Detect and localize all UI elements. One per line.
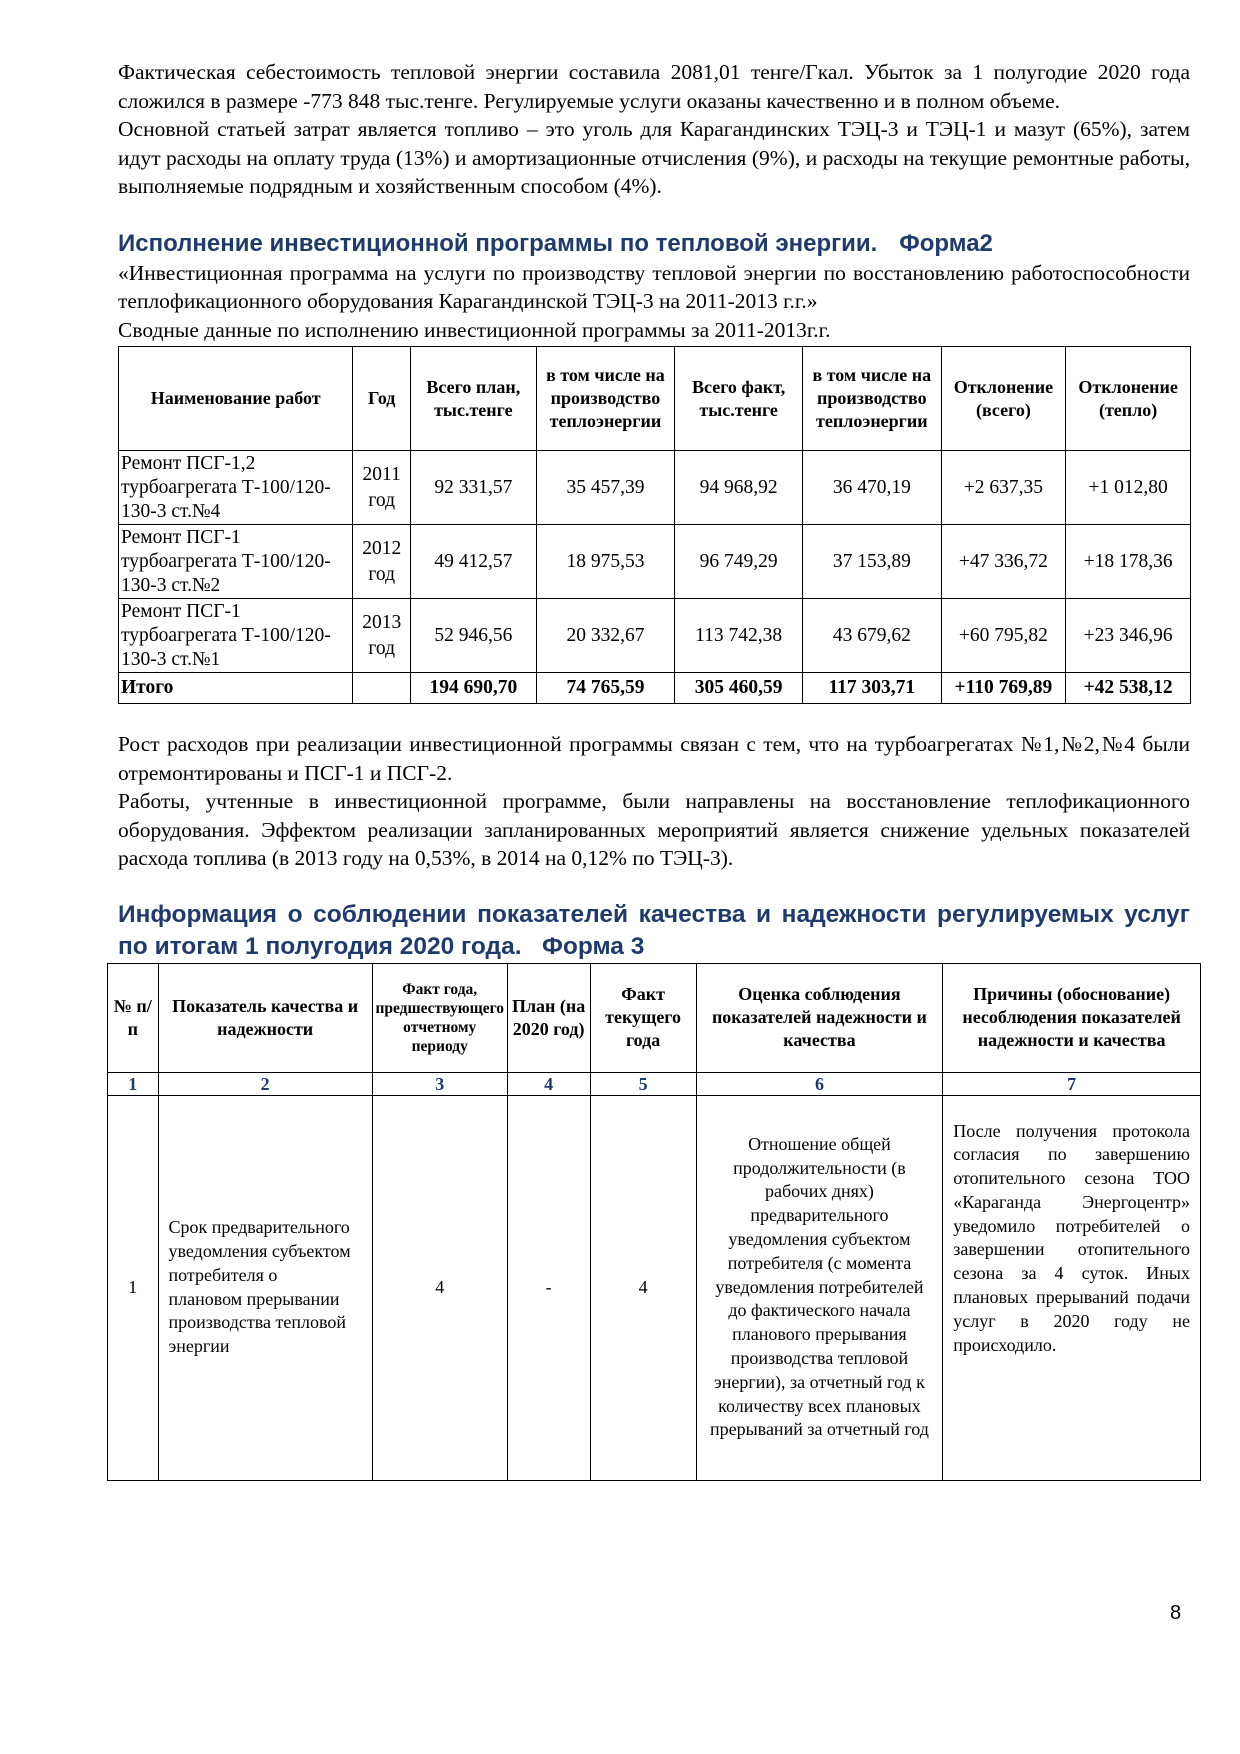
investment-table [118,346,1191,704]
header-prev-year-fact: Факт года, предшествующего отчетному периоду [372,963,507,1072]
header-plan-2020: План (на 2020 год) [507,963,590,1072]
intro-paragraph-1: Фактическая себестоимость тепловой энергии составила 2081,01 тенге/Гкал. Убыток за 1 полугодие 2020 года сложился в размере -773 848 тыс.тенге. Регулируемые услуги оказаны качественно и в полном объеме. [118,60,1190,113]
section-heading-quality-title: Информация о соблюдении показателей качества и надежности регулируемых услуг по итогам 1 полугодия 2020 года. [118,900,1190,960]
cell-deviation-heat: +23 346,96 [1066,599,1191,673]
cell-year: 2012 год [353,525,411,599]
cell-total-year [353,673,411,704]
cell-assessment: Отношение общей продолжительности (в рабочих днях) предварительного уведомления субъектом потребителя (с момента уведомления потребителей до фактического начала планового прерывания производства тепловой энергии), за отчетный год к количеству всех плановых прерываний за отчетный год [696,1095,943,1480]
cell-total-label: Итого [119,673,353,704]
header-year: Год [353,347,411,451]
column-number: 2 [158,1072,372,1095]
column-number: 5 [590,1072,696,1095]
cell-deviation: +47 336,72 [941,525,1066,599]
cell-fact-heat: 36 470,19 [803,451,942,525]
cell-fact: 113 742,38 [675,599,803,673]
header-plan-heat: в том числе на производство теплоэнергии [536,347,675,451]
table-row [108,1095,1201,1480]
header-deviation-heat: Отклонение (тепло) [1066,347,1191,451]
table-row [119,451,1191,525]
header-deviation-total: Отклонение (всего) [941,347,1066,451]
cell-fact-heat: 43 679,62 [803,599,942,673]
section-heading-investment [118,229,1190,259]
cell-fact: 96 749,29 [675,525,803,599]
header-fact-total: Всего факт, тыс.тенге [675,347,803,451]
header-work-name: Наименование работ [119,347,353,451]
section-heading-quality [118,899,1190,963]
cell-row-number: 1 [108,1095,159,1480]
investment-program-paragraph: «Инвестиционная программа на услуги по производству тепловой энергии по восстановлению работоспособности теплофикационного оборудования Карагандинской ТЭЦ-3 на 2011-2013 г.г.» [118,260,1190,313]
investment-summary-caption: Сводные данные по исполнению инвестиционной программы за 2011-2013г.г. [118,317,831,342]
header-reasons: Причины (обоснование) несоблюдения показателей надежности и качества [943,963,1201,1072]
cell-deviation: +2 637,35 [941,451,1066,525]
column-number: 7 [943,1072,1201,1095]
table-row [119,525,1191,599]
cell-work-name: Ремонт ПСГ-1 турбоагрегата Т-100/120-130-3 ст.№2 [119,525,353,599]
cell-indicator: Срок предварительного уведомления субъектом потребителя о плановом прерывании производства тепловой энергии [158,1095,372,1480]
cell-total-fact-heat: 117 303,71 [803,673,942,704]
cell-total-plan: 194 690,70 [410,673,536,704]
header-current-fact: Факт текущего года [590,963,696,1072]
cell-reasons: После получения протокола согласия по завершению отопительного сезона ТОО «Караганда Энергоцентр» уведомило потребителей о завершении отопительного сезона за 4 суток. Иных плановых прерываний подачи услуг в 2020 году не происходило. [943,1095,1201,1480]
document-page [113,58,1190,1440]
cell-work-name: Ремонт ПСГ-1 турбоагрегата Т-100/120-130-3 ст.№1 [119,599,353,673]
table-header-row [108,963,1201,1072]
page-number: 8 [1170,1602,1182,1624]
cell-deviation-heat: +1 012,80 [1066,451,1191,525]
cell-current-fact: 4 [590,1095,696,1480]
cell-plan-heat: 20 332,67 [536,599,675,673]
section-heading-investment-title: Исполнение инвестиционной программы по тепловой энергии. [118,229,878,257]
table-row [119,599,1191,673]
cell-prev-year-fact: 4 [372,1095,507,1480]
column-number: 4 [507,1072,590,1095]
cell-plan: - [507,1095,590,1480]
cell-year: 2011 год [353,451,411,525]
cell-plan: 49 412,57 [410,525,536,599]
cell-deviation-heat: +18 178,36 [1066,525,1191,599]
column-number-row [108,1072,1201,1095]
cell-total-deviation: +110 769,89 [941,673,1066,704]
cell-work-name: Ремонт ПСГ-1,2 турбоагрегата Т-100/120-130-3 ст.№4 [119,451,353,525]
header-plan-total: Всего план, тыс.тенге [410,347,536,451]
column-number: 6 [696,1072,943,1095]
cell-total-fact: 305 460,59 [675,673,803,704]
header-fact-heat: в том числе на производство теплоэнергии [803,347,942,451]
cell-fact: 94 968,92 [675,451,803,525]
mid-paragraph-2: Работы, учтенные в инвестиционной программе, были направлены на восстановление теплофикационного оборудования. Эффектом реализации запланированных мероприятий является снижение удельных показателей расхода топлива (в 2013 году на 0,53%, в 2014 на 0,12% по ТЭЦ-3). [118,789,1190,870]
mid-paragraph-1: Рост расходов при реализации инвестиционной программы связан с тем, что на турбоагрегатах №1,№2,№4 были отремонтированы и ПСГ-1 и ПСГ-2. [118,732,1190,785]
cell-fact-heat: 37 153,89 [803,525,942,599]
cell-deviation: +60 795,82 [941,599,1066,673]
table-total-row [119,673,1191,704]
header-assessment: Оценка соблюдения показателей надежности и качества [696,963,943,1072]
column-number: 1 [108,1072,159,1095]
cell-plan: 52 946,56 [410,599,536,673]
quality-table [107,963,1201,1481]
section-heading-investment-form: Форма2 [899,229,993,257]
cell-plan: 92 331,57 [410,451,536,525]
cell-plan-heat: 35 457,39 [536,451,675,525]
intro-paragraph-2: Основной статьей затрат является топливо – это уголь для Карагандинских ТЭЦ-3 и ТЭЦ-1 и мазут (65%), затем идут расходы на оплату труда (13%) и амортизационные отчисления (9%), и расходы на текущие ремонтные работы, выполняемые подрядным и хозяйственным способом (4%). [118,117,1190,198]
cell-year: 2013 год [353,599,411,673]
header-indicator: Показатель качества и надежности [158,963,372,1072]
cell-total-deviation-heat: +42 538,12 [1066,673,1191,704]
column-number: 3 [372,1072,507,1095]
table-header-row [119,347,1191,451]
header-number: № п/п [108,963,159,1072]
section-heading-quality-form: Форма 3 [541,932,645,960]
cell-plan-heat: 18 975,53 [536,525,675,599]
cell-total-plan-heat: 74 765,59 [536,673,675,704]
